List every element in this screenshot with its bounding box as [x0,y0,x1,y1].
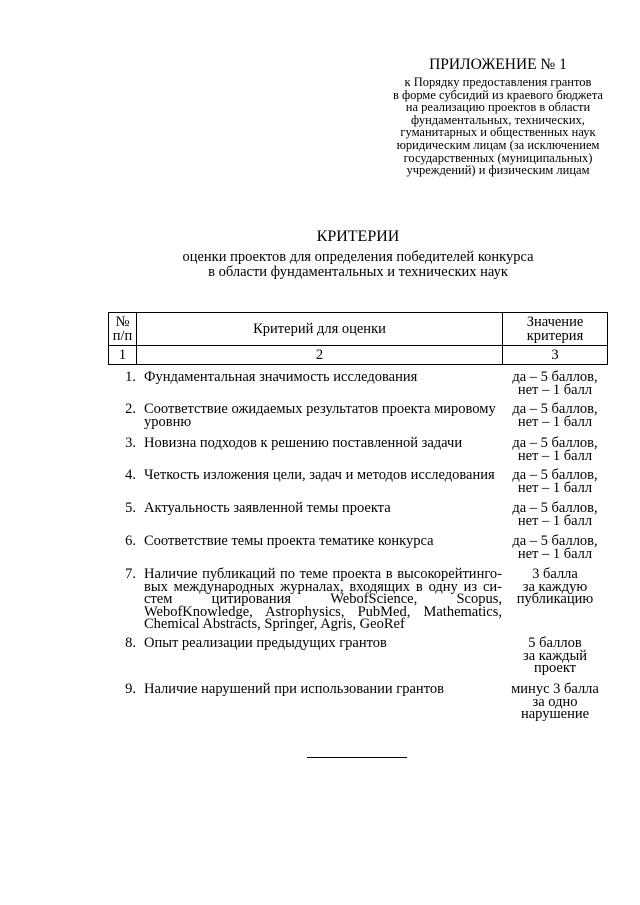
criterion-value [502,502,608,527]
criterion-row [108,469,608,494]
criterion-text-line: вых международных журналах, входящих в одну из си- [144,578,502,595]
header-value-line: Значение [526,314,584,330]
criterion-row [108,437,608,462]
appendix-line: фундаментальных, технических, [411,112,585,127]
criterion-value-line: да – 5 баллов, [512,533,598,549]
appendix-line: на реализацию проектов в области [405,100,591,115]
criterion-text-line: WebofKnowledge, Astrophysics, PubMed, Mathematics, [144,603,502,620]
criterion-number: 2. [125,401,136,417]
subtitle-line: в области фундаментальных и технических наук [208,264,508,280]
criterion-number: 6. [125,533,136,549]
header-value-line: критерия [526,328,584,344]
appendix-block [376,56,620,177]
criterion-value-line: да – 5 баллов, [512,467,598,483]
criteria-table-header [108,312,608,365]
criterion-text-line: Соответствие ожидаемых результатов проекта мировому [144,401,496,417]
criterion-value-line: нет – 1 балл [517,545,593,562]
criterion-text-line: Четкость изложения цели, задач и методов исследования [144,467,495,483]
criterion-value-line: нет – 1 балл [517,381,593,398]
criterion-value [502,568,608,631]
criterion-text-line: Новизна подходов к решению поставленной задачи [144,435,463,451]
criterion-value-line: минус 3 балла [511,681,599,697]
criterion-value [502,535,608,560]
document-subtitle [0,250,640,280]
appendix-line: государственных (муниципальных) [403,150,593,165]
criterion-text-line: Актуальность заявленной темы проекта [144,500,391,516]
criterion-text [144,469,502,494]
criterion-value [502,683,608,721]
column-number: 3 [503,346,608,365]
criterion-value [502,637,608,675]
criterion-row [108,683,608,721]
criterion-value [502,371,608,396]
criterion-number: 3. [125,435,136,451]
criterion-value-line: нарушение [520,706,590,723]
subtitle-line: оценки проектов для определения победителей конкурса [182,249,534,265]
document-title: КРИТЕРИИ [316,228,400,245]
criterion-number: 7. [125,566,136,582]
criterion-value-line: проект [533,660,577,677]
criterion-value-line: за каждый [523,647,587,664]
criterion-value [502,469,608,494]
criterion-number: 8. [125,635,136,651]
header-number-line: № [115,314,130,330]
criterion-row [108,637,608,675]
criterion-row [108,371,608,396]
criterion-value-line: публикацию [516,591,594,608]
criterion-number: 4. [125,467,136,483]
column-number: 2 [137,346,503,365]
criterion-text-line: уровню [144,413,192,430]
criterion-text [144,437,502,462]
criterion-value-line: нет – 1 балл [517,447,593,464]
criterion-value-line: да – 5 баллов, [512,435,598,451]
header-number-line: п/п [112,328,133,344]
criterion-row [108,403,608,428]
criterion-value-line: да – 5 баллов, [512,401,598,417]
end-rule [307,757,407,758]
criterion-text [144,371,502,396]
criterion-value [502,403,608,428]
criterion-number: 9. [125,681,136,697]
criterion-text-line: Chemical Abstracts, Springer, Agris, GeoRef [144,616,405,633]
criterion-value-line: да – 5 баллов, [512,500,598,516]
criterion-text-line: Наличие публикаций по теме проекта в высокорейтинго- [144,566,502,582]
criterion-text-line: Опыт реализации предыдущих грантов [144,635,387,651]
appendix-line: учреждений) и физическим лицам [406,163,590,178]
criterion-value [502,437,608,462]
criterion-text-line: Соответствие темы проекта тематике конкурса [144,533,434,549]
criterion-value-line: за одно [532,693,578,710]
appendix-line: к Порядку предоставления грантов [404,75,592,89]
appendix-line: гуманитарных и общественных наук [400,125,596,140]
appendix-title: ПРИЛОЖЕНИЕ № 1 [429,56,567,73]
criterion-value-line: нет – 1 балл [517,479,593,496]
criterion-row [108,502,608,527]
criterion-text-line: стем цитирования WebofScience, Scopus, [144,591,502,608]
criterion-value-line: 3 балла [532,566,578,582]
criterion-text [144,683,502,721]
criterion-text [144,502,502,527]
criterion-value-line: да – 5 баллов, [512,369,598,385]
appendix-line: в форме субсидий из краевого бюджета [393,87,603,102]
header-number [109,313,137,346]
column-number: 1 [109,346,137,365]
criterion-row [108,568,608,631]
criterion-text-line: Наличие нарушений при использовании грантов [144,681,444,697]
criterion-text [144,535,502,560]
header-criterion: Критерий для оценки [137,313,503,346]
header-value [503,313,608,346]
criterion-number: 1. [125,369,136,385]
criterion-value-line: нет – 1 балл [517,512,593,529]
criterion-text [144,568,502,631]
criterion-value-line: за каждую [522,578,588,595]
criterion-number: 5. [125,500,136,516]
criterion-text [144,403,502,428]
criterion-row [108,535,608,560]
appendix-line: юридическим лицам (за исключением [396,137,600,152]
criterion-value-line: нет – 1 балл [517,413,593,430]
criterion-text [144,637,502,675]
criterion-value-line: 5 баллов [528,635,582,651]
criterion-text-line: Фундаментальная значимость исследования [144,369,418,385]
